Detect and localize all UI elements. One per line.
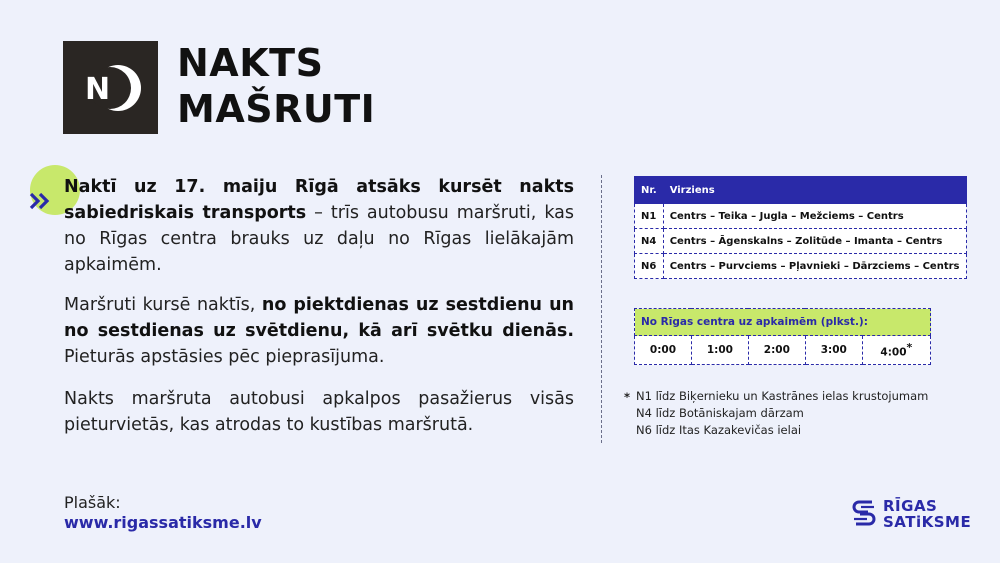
intro-rest: – trīs autobusu maršruti, kas no Rīgas centra brauks uz daļu no Rīgas lielākajām apkaimēm. xyxy=(64,203,574,275)
more-info-label: Plašāk: xyxy=(64,493,121,512)
routes-header-direction: Virziens xyxy=(663,177,966,204)
table-row xyxy=(635,254,967,279)
brand-text xyxy=(883,498,971,530)
page-title xyxy=(177,40,375,132)
footnote-line: N4 līdz Botāniskajam dārzam xyxy=(636,406,804,420)
routes-table xyxy=(634,176,967,279)
time-cell: 3:00 xyxy=(805,336,862,365)
footnote-star: * xyxy=(624,390,631,404)
route-nr: N4 xyxy=(635,229,664,254)
intro-bold: Naktī uz 17. maiju Rīgā atsāks kursēt nakts sabiedriskais transports xyxy=(64,177,574,223)
schedule-bold: no piektdienas uz sestdienu un no sestdienas uz svētdienu, kā arī svētku dienās. xyxy=(64,295,574,341)
table-row xyxy=(635,229,967,254)
footnote-line: N6 līdz Itas Kazakevičas ielai xyxy=(636,423,802,437)
route-direction: Centrs – Āgenskalns – Zolitūde – Imanta – Centrs xyxy=(663,229,966,254)
brand-line-2: SATiKSME xyxy=(883,513,972,531)
title-line-2: MAŠRUTI xyxy=(177,87,376,131)
times-header: No Rīgas centra uz apkaimēm (plkst.): xyxy=(635,309,931,336)
stops-paragraph: Nakts maršruta autobusi apkalpos pasažierus visās pieturvietās, kas atrodas to kustības maršrutā. xyxy=(64,389,574,435)
route-direction: Centrs – Teika – Jugla – Mežciems – Centrs xyxy=(663,204,966,229)
divider xyxy=(601,175,602,443)
times-table xyxy=(634,308,931,365)
routes-header-nr: Nr. xyxy=(635,177,664,204)
schedule-start: Maršruti kursē naktīs, xyxy=(64,295,262,315)
time-value: 4:00 xyxy=(880,346,907,359)
intro-paragraph xyxy=(64,174,574,278)
time-cell: 1:00 xyxy=(691,336,748,365)
chevron-double-right-icon xyxy=(28,188,54,214)
footnote-line: N1 līdz Biķernieku un Kastrānes ielas krustojumam xyxy=(636,389,929,403)
table-row xyxy=(635,336,931,365)
logo-letter: N xyxy=(85,72,111,107)
route-direction: Centrs – Purvciems – Pļavnieki – Dārzciems – Centrs xyxy=(663,254,966,279)
brand-line-1: RĪGAS xyxy=(883,497,938,515)
website-link[interactable]: www.rigassatiksme.lv xyxy=(64,513,262,532)
schedule-paragraph xyxy=(64,292,574,370)
time-footnote-marker: * xyxy=(906,341,913,355)
night-logo-icon xyxy=(63,41,158,134)
route-nr: N6 xyxy=(635,254,664,279)
time-cell: 2:00 xyxy=(748,336,805,365)
schedule-end: Pieturās apstāsies pēc pieprasījuma. xyxy=(64,347,385,367)
title-line-1: NAKTS xyxy=(177,41,324,85)
rigas-satiksme-logo-icon xyxy=(850,498,878,528)
time-cell: 0:00 xyxy=(635,336,692,365)
footnotes xyxy=(624,388,928,439)
route-nr: N1 xyxy=(635,204,664,229)
table-row xyxy=(635,204,967,229)
time-cell xyxy=(862,336,930,365)
